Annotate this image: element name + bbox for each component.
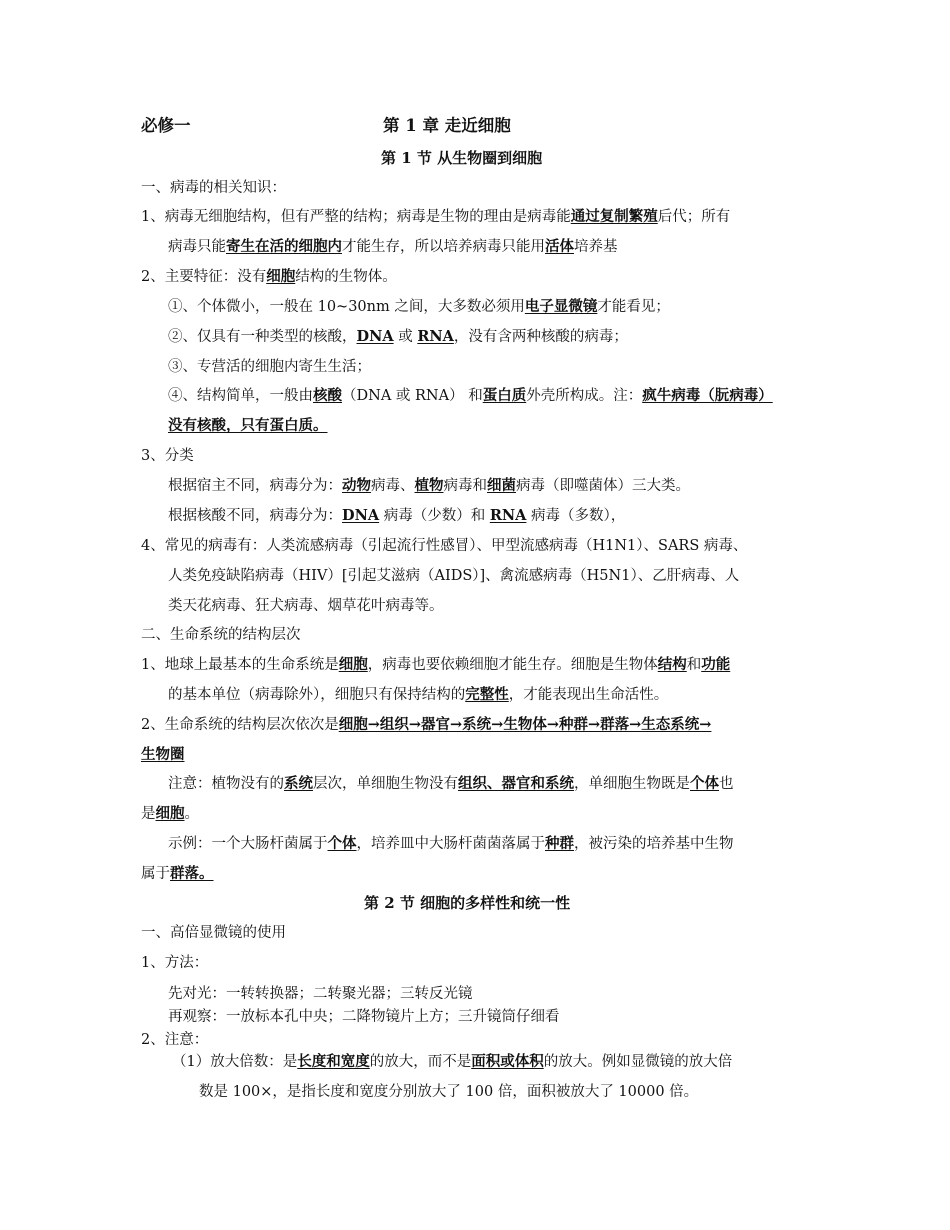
heading-virus-knowledge: 一、病毒的相关知识：	[141, 180, 286, 196]
para-4-line-3: 类天花病毒、狂犬病毒、烟草花叶病毒等。	[168, 598, 444, 614]
para-1-line-2: 病毒只能寄生在活的细胞内才能生存，所以培养病毒只能用活体培养基	[168, 238, 618, 255]
para-3-host: 根据宿主不同，病毒分为：动物病毒、植物病毒和细菌病毒（即噬菌体）三大类。	[168, 477, 690, 494]
chapter-title: 第 1 章 走近细胞	[383, 116, 511, 135]
para-2-item-3: ③、专营活的细胞内寄生生活；	[168, 359, 371, 375]
para-3-nucleic: 根据核酸不同，病毒分为：DNA 病毒（少数）和 RNA 病毒（多数），	[168, 507, 626, 524]
section-2-title: 第 2 节 细胞的多样性和统一性	[364, 894, 571, 912]
para-2-item-4-line-2: 没有核酸，只有蛋白质。	[168, 417, 328, 434]
heading-life-system: 二、生命系统的结构层次	[141, 627, 301, 643]
method-label: 1、方法：	[141, 955, 209, 971]
para-2-item-1: ①、个体微小，一般在 10~30nm 之间，大多数必须用电子显微镜才能看见；	[168, 298, 670, 315]
note-line-1: 注意：植物没有的系统层次，单细胞生物没有组织、器官和系统，单细胞生物既是个体也	[168, 775, 734, 792]
example-line-2: 属于群落。	[141, 865, 214, 882]
life-para-1-line-2: 的基本单位（病毒除外），细胞只有保持结构的完整性，才能表现出生命活性。	[168, 686, 669, 703]
para-3: 3、分类	[141, 448, 194, 464]
life-para-1-line-1: 1、地球上最基本的生命系统是细胞，病毒也要依赖细胞才能生存。细胞是生物体结构和功能	[141, 656, 731, 673]
para-1-line-1: 1、病毒无细胞结构，但有严整的结构；病毒是生物的理由是病毒能通过复制繁殖后代；所有	[141, 208, 731, 225]
para-2-item-2: ②、仅具有一种类型的核酸，DNA 或 RNA，没有含两种核酸的病毒；	[168, 328, 628, 345]
method-step-2: 再观察：一放标本孔中央；二降物镜片上方；三升镜筒仔细看	[168, 1009, 560, 1025]
para-4-line-2: 人类免疫缺陷病毒（HIV）[引起艾滋病（AIDS）]、禽流感病毒（H5N1）、乙肝病毒、人	[168, 568, 740, 584]
life-para-2-line-2: 生物圈	[141, 746, 185, 763]
magnification-note-line-1: （1）放大倍数：是长度和宽度的放大，而不是面积或体积的放大。例如显微镜的放大倍	[172, 1053, 733, 1070]
heading-microscope: 一、高倍显微镜的使用	[141, 925, 286, 941]
para-2-item-4-line-1: ④、结构简单，一般由核酸（DNA 或 RNA） 和蛋白质外壳所构成。注：疯牛病毒（朊病毒）	[168, 387, 773, 404]
course-label: 必修一	[141, 116, 191, 135]
section-1-title: 第 1 节 从生物圈到细胞	[381, 149, 543, 167]
note-line-2: 是细胞。	[141, 805, 199, 822]
para-4-line-1: 4、常见的病毒有：人类流感病毒（引起流行性感冒）、甲型流感病毒（H1N1）、SARS 病毒、	[141, 538, 748, 554]
method-step-1: 先对光：一转转换器；二转聚光器；三转反光镜	[168, 986, 473, 1002]
life-para-2-line-1: 2、生命系统的结构层次依次是细胞→组织→器官→系统→生物体→种群→群落→生态系统→	[141, 716, 712, 733]
magnification-note-line-2: 数是 100×，是指长度和宽度分别放大了 100 倍，面积被放大了 10000 倍。	[199, 1084, 699, 1100]
example-line-1: 示例：一个大肠杆菌属于个体，培养皿中大肠杆菌菌落属于种群，被污染的培养基中生物	[168, 835, 734, 852]
notes-label: 2、注意：	[141, 1032, 209, 1048]
para-2: 2、主要特征：没有细胞结构的生物体。	[141, 268, 397, 285]
